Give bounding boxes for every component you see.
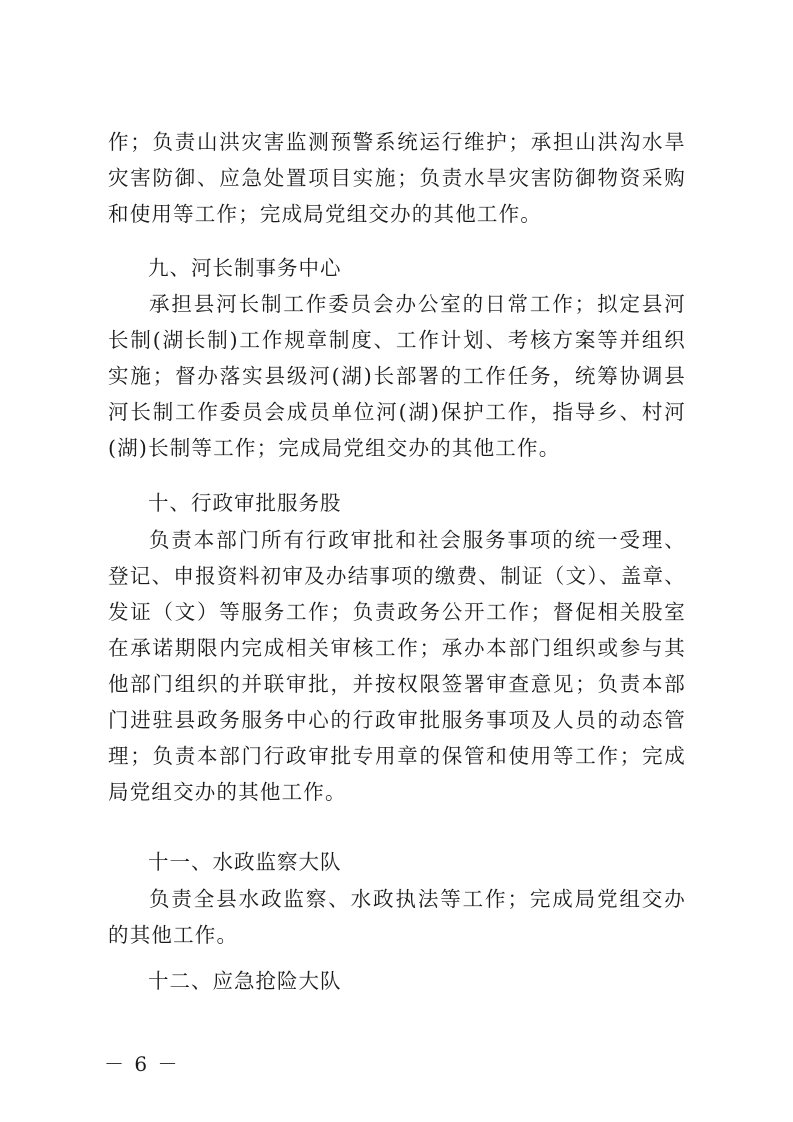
paragraph-section-11: 负责全县水政监察、水政执法等工作；完成局党组交办的其他工作。: [108, 887, 686, 947]
paragraph-section-10: 负责本部门所有行政审批和社会服务事项的统一受理、登记、申报资料初审及办结事项的缴费、制证（文）、盖章、发证（文）等服务工作；负责政务公开工作；督促相关股室在承诺期限内完成相关审核工作；承办本部门组织或参与其他部门组织的并联审批，并按权限签署审查意见；负责本部门进驻县政务服务中心的行政审批服务事项及人员的动态管理；负责本部门行政审批专用章的保管和使用等工作；完成局党组交办的其他工作。: [108, 528, 686, 804]
page-number: － 6 －: [104, 1052, 180, 1076]
paragraph-continuation: 作；负责山洪灾害监测预警系统运行维护；承担山洪沟水旱灾害防御、应急处置项目实施；负责水旱灾害防御物资采购和使用等工作；完成局党组交办的其他工作。: [108, 130, 686, 226]
section-heading-10: 十、行政审批服务股: [148, 491, 342, 515]
section-heading-12: 十二、应急抢险大队: [148, 969, 342, 993]
section-heading-11: 十一、水政监察大队: [148, 850, 342, 874]
paragraph-section-9: 承担县河长制工作委员会办公室的日常工作；拟定县河长制(湖长制)工作规章制度、工作计划、考核方案等并组织实施；督办落实县级河(湖)长部署的工作任务，统筹协调县河长制工作委员会成员单位河(湖)保护工作，指导乡、村河(湖)长制等工作；完成局党组交办的其他工作。: [108, 292, 686, 460]
section-heading-9: 九、河长制事务中心: [148, 256, 342, 280]
